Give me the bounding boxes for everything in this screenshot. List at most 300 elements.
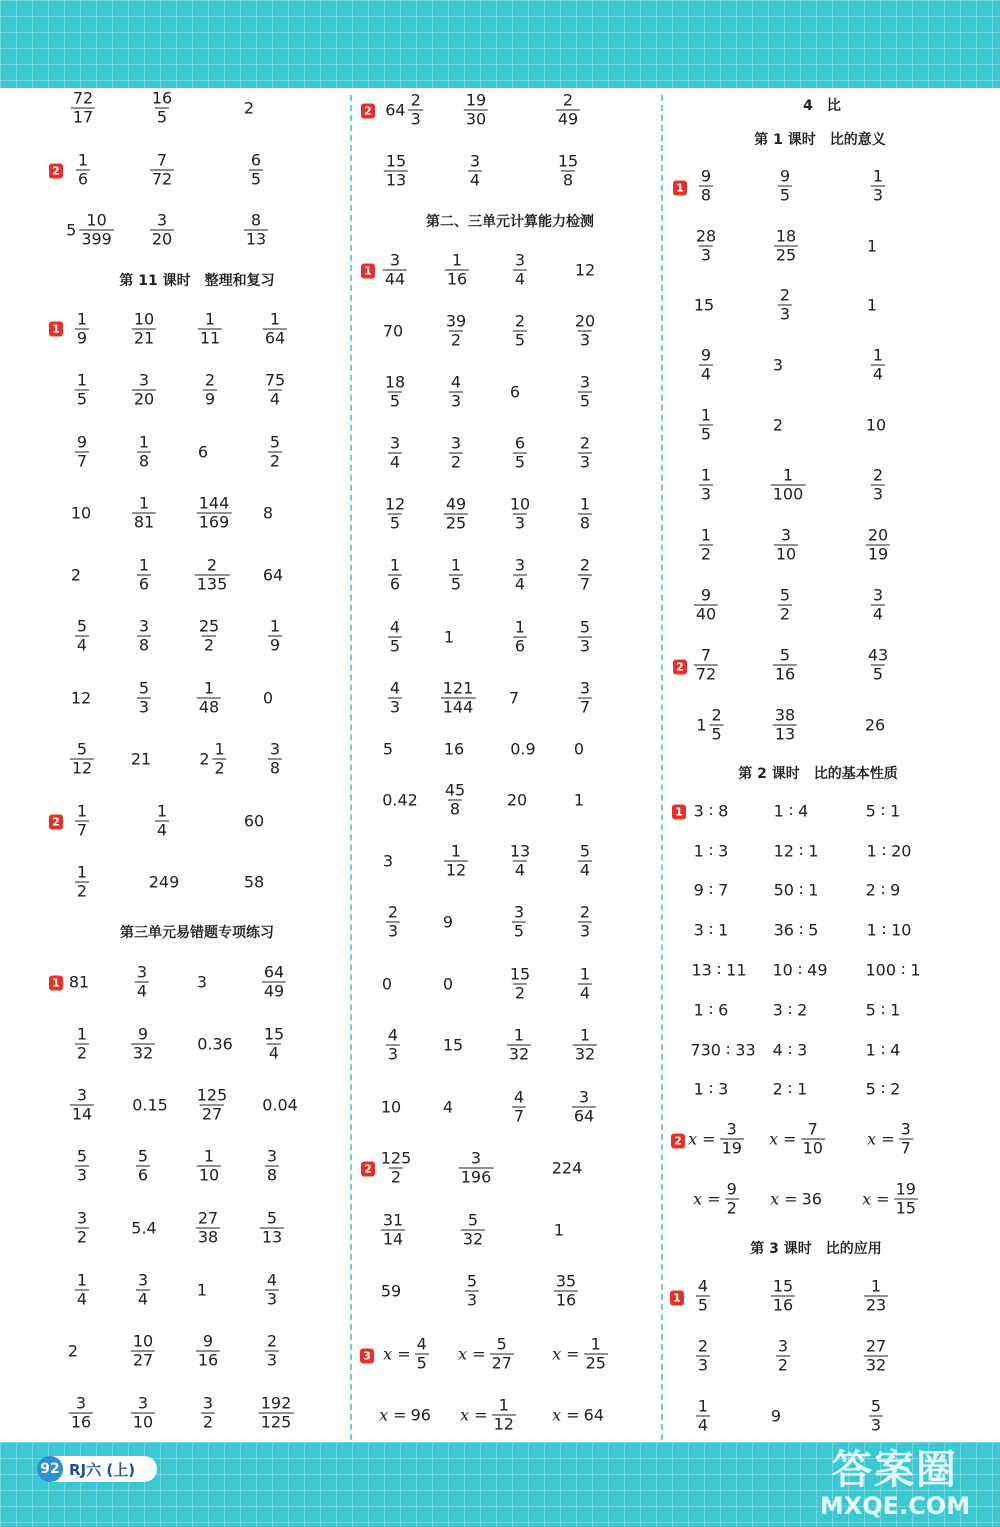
fraction xyxy=(507,1027,531,1064)
answer xyxy=(203,372,217,409)
numerator: 3 xyxy=(726,1119,737,1139)
fraction xyxy=(573,313,597,350)
answer xyxy=(71,504,91,523)
denominator: 3 xyxy=(579,452,591,472)
answer xyxy=(71,90,95,127)
value: 58 xyxy=(243,872,265,892)
fraction xyxy=(268,741,282,778)
fraction xyxy=(444,313,468,350)
denominator: 72 xyxy=(151,169,173,189)
answer xyxy=(867,842,912,861)
answer xyxy=(694,1080,729,1099)
denominator: 3 xyxy=(410,109,421,129)
fraction xyxy=(132,495,156,532)
numerator: 2 xyxy=(779,285,791,305)
denominator: 4 xyxy=(136,981,148,1001)
answer xyxy=(260,1210,284,1247)
fraction xyxy=(136,1272,150,1309)
answer xyxy=(75,864,89,901)
denominator: 13 xyxy=(261,1227,283,1247)
fraction xyxy=(203,372,217,409)
fraction xyxy=(513,313,527,350)
answer xyxy=(459,1150,494,1187)
numerator: 3 xyxy=(138,370,150,390)
answer xyxy=(460,1397,516,1434)
answer xyxy=(508,966,532,1003)
equation-prefix: x = xyxy=(862,1189,890,1209)
answer xyxy=(71,689,91,708)
denominator: 5 xyxy=(779,185,791,205)
answer xyxy=(572,1089,596,1126)
value: 7 xyxy=(508,688,520,708)
fraction xyxy=(556,92,580,129)
answer xyxy=(866,881,901,900)
denominator: 6 xyxy=(138,574,150,594)
value: 2 xyxy=(772,415,784,435)
value: 59 xyxy=(380,1281,402,1301)
numerator: 2 xyxy=(204,370,216,390)
denominator: 16 xyxy=(774,664,796,684)
fraction xyxy=(249,152,263,189)
value: 1 ∶ 3 xyxy=(693,1079,729,1099)
denominator: 2 xyxy=(214,758,225,778)
fraction xyxy=(137,680,151,717)
numerator: 16 xyxy=(151,88,173,108)
fraction xyxy=(386,904,400,941)
numerator: 4 xyxy=(389,617,401,637)
numerator: 1 xyxy=(76,801,88,821)
question-number-badge: 1 xyxy=(672,805,686,820)
answer xyxy=(131,1219,156,1238)
denominator: 5 xyxy=(76,389,88,409)
denominator: 14 xyxy=(71,1104,93,1124)
denominator: 2 xyxy=(269,451,281,471)
answer xyxy=(379,1150,414,1187)
fraction xyxy=(197,680,221,717)
answer xyxy=(694,1001,729,1020)
denominator: 81 xyxy=(133,512,155,532)
fraction xyxy=(699,168,713,205)
value: 9 xyxy=(770,1406,782,1426)
fraction xyxy=(75,1210,89,1247)
value: 15 xyxy=(442,1035,464,1055)
value: 10 xyxy=(865,415,887,435)
denominator: 10 xyxy=(132,1412,154,1432)
numerator: 1 xyxy=(700,525,712,545)
section-heading: 第三单元易错题专项练习 xyxy=(120,925,274,941)
denominator: 125 xyxy=(260,1412,292,1432)
denominator: 8 xyxy=(266,1165,278,1185)
numerator: 3 xyxy=(75,1393,87,1413)
answer xyxy=(444,740,464,759)
numerator: 38 xyxy=(774,705,796,725)
fraction xyxy=(773,707,797,744)
answer xyxy=(773,1041,808,1060)
fraction xyxy=(388,619,402,656)
denominator: 2 xyxy=(76,1227,88,1247)
fraction xyxy=(150,212,174,249)
numerator: 5 xyxy=(496,1334,507,1354)
denominator: 32 xyxy=(132,1043,154,1063)
answer xyxy=(244,99,254,118)
answer xyxy=(468,153,482,190)
denominator: 2 xyxy=(450,330,462,350)
answer xyxy=(443,913,453,932)
answer xyxy=(197,1148,221,1185)
denominator: 3 xyxy=(697,1355,709,1375)
denominator: 21 xyxy=(133,328,155,348)
numerator: 18 xyxy=(384,372,406,392)
numerator: 1 xyxy=(513,1025,525,1045)
denominator: 100 xyxy=(772,484,804,504)
answer xyxy=(197,1281,207,1300)
fraction xyxy=(871,587,885,624)
numerator: 1 xyxy=(579,964,591,984)
answer xyxy=(696,1278,710,1315)
answer xyxy=(694,228,718,265)
numerator: 4 xyxy=(416,1334,427,1354)
denominator: 4 xyxy=(389,452,401,472)
answer xyxy=(381,1282,401,1301)
answer xyxy=(383,322,403,341)
numerator: 1 xyxy=(76,309,88,329)
answer xyxy=(871,168,885,205)
numerator: 1 xyxy=(514,617,526,637)
fraction xyxy=(201,1395,215,1432)
fraction xyxy=(512,904,526,941)
numerator: 3 xyxy=(777,1336,789,1356)
answer xyxy=(699,168,713,205)
fraction xyxy=(513,619,527,656)
answer xyxy=(693,1181,739,1218)
numerator: 1 xyxy=(579,494,591,514)
book-label: RJ六 (上) xyxy=(69,1460,136,1479)
value: 6 xyxy=(197,442,209,462)
fraction xyxy=(197,618,221,655)
fraction xyxy=(196,1210,220,1247)
numerator: 4 xyxy=(513,1087,525,1107)
answer xyxy=(773,356,783,375)
value: 36 ∶ 5 xyxy=(773,920,819,940)
fraction xyxy=(508,496,532,533)
answer xyxy=(556,92,580,129)
fraction xyxy=(415,1336,429,1373)
answer xyxy=(864,1278,888,1315)
denominator: 3 xyxy=(389,697,401,717)
answer xyxy=(554,1221,564,1240)
answer xyxy=(871,587,885,624)
answer xyxy=(552,1336,608,1373)
answer xyxy=(574,740,584,759)
fraction xyxy=(556,153,580,190)
numerator: 3 xyxy=(514,250,526,270)
denominator: 135 xyxy=(196,574,228,594)
value: 2 xyxy=(243,98,255,118)
fraction xyxy=(137,618,151,655)
answer xyxy=(864,1338,888,1375)
answer xyxy=(131,750,151,769)
answer xyxy=(688,1121,744,1158)
answer xyxy=(690,1041,755,1060)
numerator: 4 xyxy=(450,372,462,392)
fraction xyxy=(150,90,174,127)
fraction xyxy=(801,1121,825,1158)
equation-prefix: x = xyxy=(383,1344,411,1364)
answer xyxy=(384,153,408,190)
answer xyxy=(259,1395,294,1432)
numerator: 1 xyxy=(700,465,712,485)
numerator: 3 xyxy=(469,151,481,171)
equation-prefix: x = xyxy=(460,1405,488,1425)
denominator: 5 xyxy=(389,391,401,411)
equation-prefix: x = xyxy=(693,1189,721,1209)
denominator: 10 xyxy=(198,1165,220,1185)
answer xyxy=(262,964,286,1001)
answer xyxy=(696,707,723,744)
denominator: 4 xyxy=(872,364,884,384)
answer xyxy=(132,372,156,409)
answer xyxy=(268,434,282,471)
numerator: 1 xyxy=(590,1334,601,1354)
fraction xyxy=(776,1338,790,1375)
value: 3 ∶ 1 xyxy=(693,920,729,940)
section-heading: 第 2 课时 比的基本性质 xyxy=(738,766,898,782)
question-number-badge: 2 xyxy=(49,164,63,179)
answer xyxy=(578,435,592,472)
numerator: 3 xyxy=(202,1393,214,1413)
question-number-badge: 1 xyxy=(673,181,687,196)
numerator: 2 xyxy=(562,90,574,110)
answer xyxy=(388,557,402,594)
value: 64 xyxy=(583,1405,604,1425)
numerator: 10 xyxy=(132,1331,154,1351)
answer xyxy=(513,435,527,472)
fraction xyxy=(213,741,227,778)
numerator: 3 xyxy=(137,1270,149,1290)
answer xyxy=(578,619,592,656)
denominator: 7 xyxy=(76,451,88,471)
answer xyxy=(774,802,809,821)
fraction xyxy=(150,152,174,189)
fraction xyxy=(773,647,797,684)
answer xyxy=(263,504,273,523)
denominator: 72 xyxy=(695,664,717,684)
value: 0.04 xyxy=(262,1095,298,1115)
numerator: 2 xyxy=(711,705,722,725)
answer xyxy=(866,1080,901,1099)
fraction xyxy=(381,1212,405,1249)
denominator: 4 xyxy=(156,820,168,840)
answer xyxy=(513,252,527,289)
numerator: 3 xyxy=(76,1208,88,1228)
answer xyxy=(449,435,463,472)
denominator: 6 xyxy=(389,574,401,594)
value: 3 ∶ 2 xyxy=(772,1000,808,1020)
answer xyxy=(388,435,402,472)
denominator: 4 xyxy=(872,604,884,624)
answer xyxy=(198,311,222,348)
fraction xyxy=(75,372,89,409)
answer xyxy=(773,707,797,744)
denominator: 25 xyxy=(585,1353,606,1373)
fraction xyxy=(195,557,230,594)
denominator: 2 xyxy=(700,544,712,564)
fraction xyxy=(379,1150,414,1187)
denominator: 7 xyxy=(513,1106,525,1126)
section-heading: 4 比 xyxy=(803,98,841,114)
value: 5 ∶ 2 xyxy=(865,1079,901,1099)
answer xyxy=(444,496,468,533)
answer xyxy=(381,1212,405,1249)
answer xyxy=(513,313,527,350)
numerator: 28 xyxy=(695,226,717,246)
numerator: 15 xyxy=(385,151,407,171)
value: 8 xyxy=(262,503,274,523)
answer xyxy=(507,791,527,810)
denominator: 16 xyxy=(70,1412,92,1432)
answer xyxy=(137,680,151,717)
denominator: 8 xyxy=(138,635,150,655)
numerator: 1 xyxy=(498,1395,509,1415)
answer xyxy=(132,495,156,532)
answer xyxy=(771,467,806,504)
numerator: 20 xyxy=(574,311,596,331)
answer xyxy=(866,527,890,564)
fraction xyxy=(388,435,402,472)
numerator: 2 xyxy=(579,902,591,922)
denominator: 3 xyxy=(266,1350,278,1370)
question-number-badge: 1 xyxy=(49,322,63,337)
answer xyxy=(445,252,469,289)
answer xyxy=(866,1001,901,1020)
answer xyxy=(137,557,151,594)
fraction xyxy=(578,557,592,594)
denominator: 9 xyxy=(204,389,216,409)
denominator: 16 xyxy=(772,1295,794,1315)
numerator: 9 xyxy=(700,585,712,605)
answer xyxy=(509,689,519,708)
denominator: 5 xyxy=(579,391,591,411)
numerator: 144 xyxy=(198,493,230,513)
value: 1 ∶ 20 xyxy=(866,841,912,861)
answer xyxy=(699,467,713,504)
value: 1 xyxy=(443,627,455,647)
fraction xyxy=(866,527,890,564)
fraction xyxy=(508,843,532,880)
section-heading: 第二、三单元计算能力检测 xyxy=(426,214,594,230)
numerator: 19 xyxy=(895,1179,916,1199)
answer xyxy=(70,1087,94,1124)
answer xyxy=(694,921,729,940)
denominator: 11 xyxy=(199,328,221,348)
fraction xyxy=(388,680,402,717)
fraction xyxy=(513,252,527,289)
answer xyxy=(388,680,402,717)
fraction xyxy=(866,647,890,684)
answer xyxy=(866,1041,901,1060)
value: 1 xyxy=(866,236,878,256)
answer xyxy=(866,416,886,435)
answer xyxy=(265,1148,279,1185)
answer xyxy=(508,496,532,533)
denominator: 5 xyxy=(513,921,525,941)
numerator: 5 xyxy=(269,432,281,452)
fraction xyxy=(75,864,89,901)
answer xyxy=(262,1026,286,1063)
denominator: 19 xyxy=(867,544,889,564)
answer xyxy=(197,973,207,992)
denominator: 5 xyxy=(514,330,526,350)
answer xyxy=(137,618,151,655)
value: 1 ∶ 3 xyxy=(693,841,729,861)
value: 100 ∶ 1 xyxy=(865,960,921,980)
denominator: 25 xyxy=(445,513,467,533)
denominator: 4 xyxy=(76,1289,88,1309)
denominator: 3 xyxy=(579,330,591,350)
value: 0.42 xyxy=(382,790,418,810)
denominator: 13 xyxy=(774,724,796,744)
fraction xyxy=(195,1087,230,1124)
answer xyxy=(75,1272,89,1309)
answer xyxy=(131,1333,155,1370)
numerator: 2 xyxy=(266,1331,278,1351)
denominator: 13 xyxy=(245,229,267,249)
equation-prefix: x = xyxy=(867,1129,895,1149)
answer xyxy=(769,1121,825,1158)
answer xyxy=(388,619,402,656)
denominator: 15 xyxy=(895,1198,916,1218)
numerator: 5 xyxy=(138,678,150,698)
answer xyxy=(197,680,221,717)
fraction xyxy=(578,843,592,880)
answer xyxy=(444,313,468,350)
fraction xyxy=(720,1121,744,1158)
numerator: 5 xyxy=(137,1146,149,1166)
denominator: 5 xyxy=(700,424,712,444)
answer xyxy=(443,1098,453,1117)
whole-number: 1 xyxy=(696,715,707,735)
section-heading: 第 11 课时 整理和复习 xyxy=(119,273,275,289)
denominator: 6 xyxy=(514,636,526,656)
numerator: 5 xyxy=(266,1208,278,1228)
answer xyxy=(556,153,580,190)
denominator: 4 xyxy=(514,269,526,289)
value: 5.4 xyxy=(131,1218,157,1238)
fraction xyxy=(465,1273,479,1310)
numerator: 13 xyxy=(509,841,531,861)
answer xyxy=(149,873,180,892)
answer xyxy=(513,557,527,594)
fraction xyxy=(774,228,798,265)
denominator: 3 xyxy=(579,636,591,656)
numerator: 10 xyxy=(509,494,531,514)
denominator: 7 xyxy=(900,1138,911,1158)
denominator: 2 xyxy=(76,881,88,901)
answer xyxy=(198,443,208,462)
fraction xyxy=(386,1027,400,1064)
denominator: 2 xyxy=(779,604,791,624)
numerator: 1 xyxy=(697,1396,709,1416)
numerator: 5 xyxy=(779,645,791,665)
denominator: 27 xyxy=(201,1104,223,1124)
denominator: 17 xyxy=(72,107,94,127)
answer xyxy=(268,618,282,655)
fraction xyxy=(132,311,156,348)
answer xyxy=(136,1148,150,1185)
answer xyxy=(66,212,114,249)
equation-prefix: x = xyxy=(458,1344,486,1364)
fraction xyxy=(265,1333,279,1370)
